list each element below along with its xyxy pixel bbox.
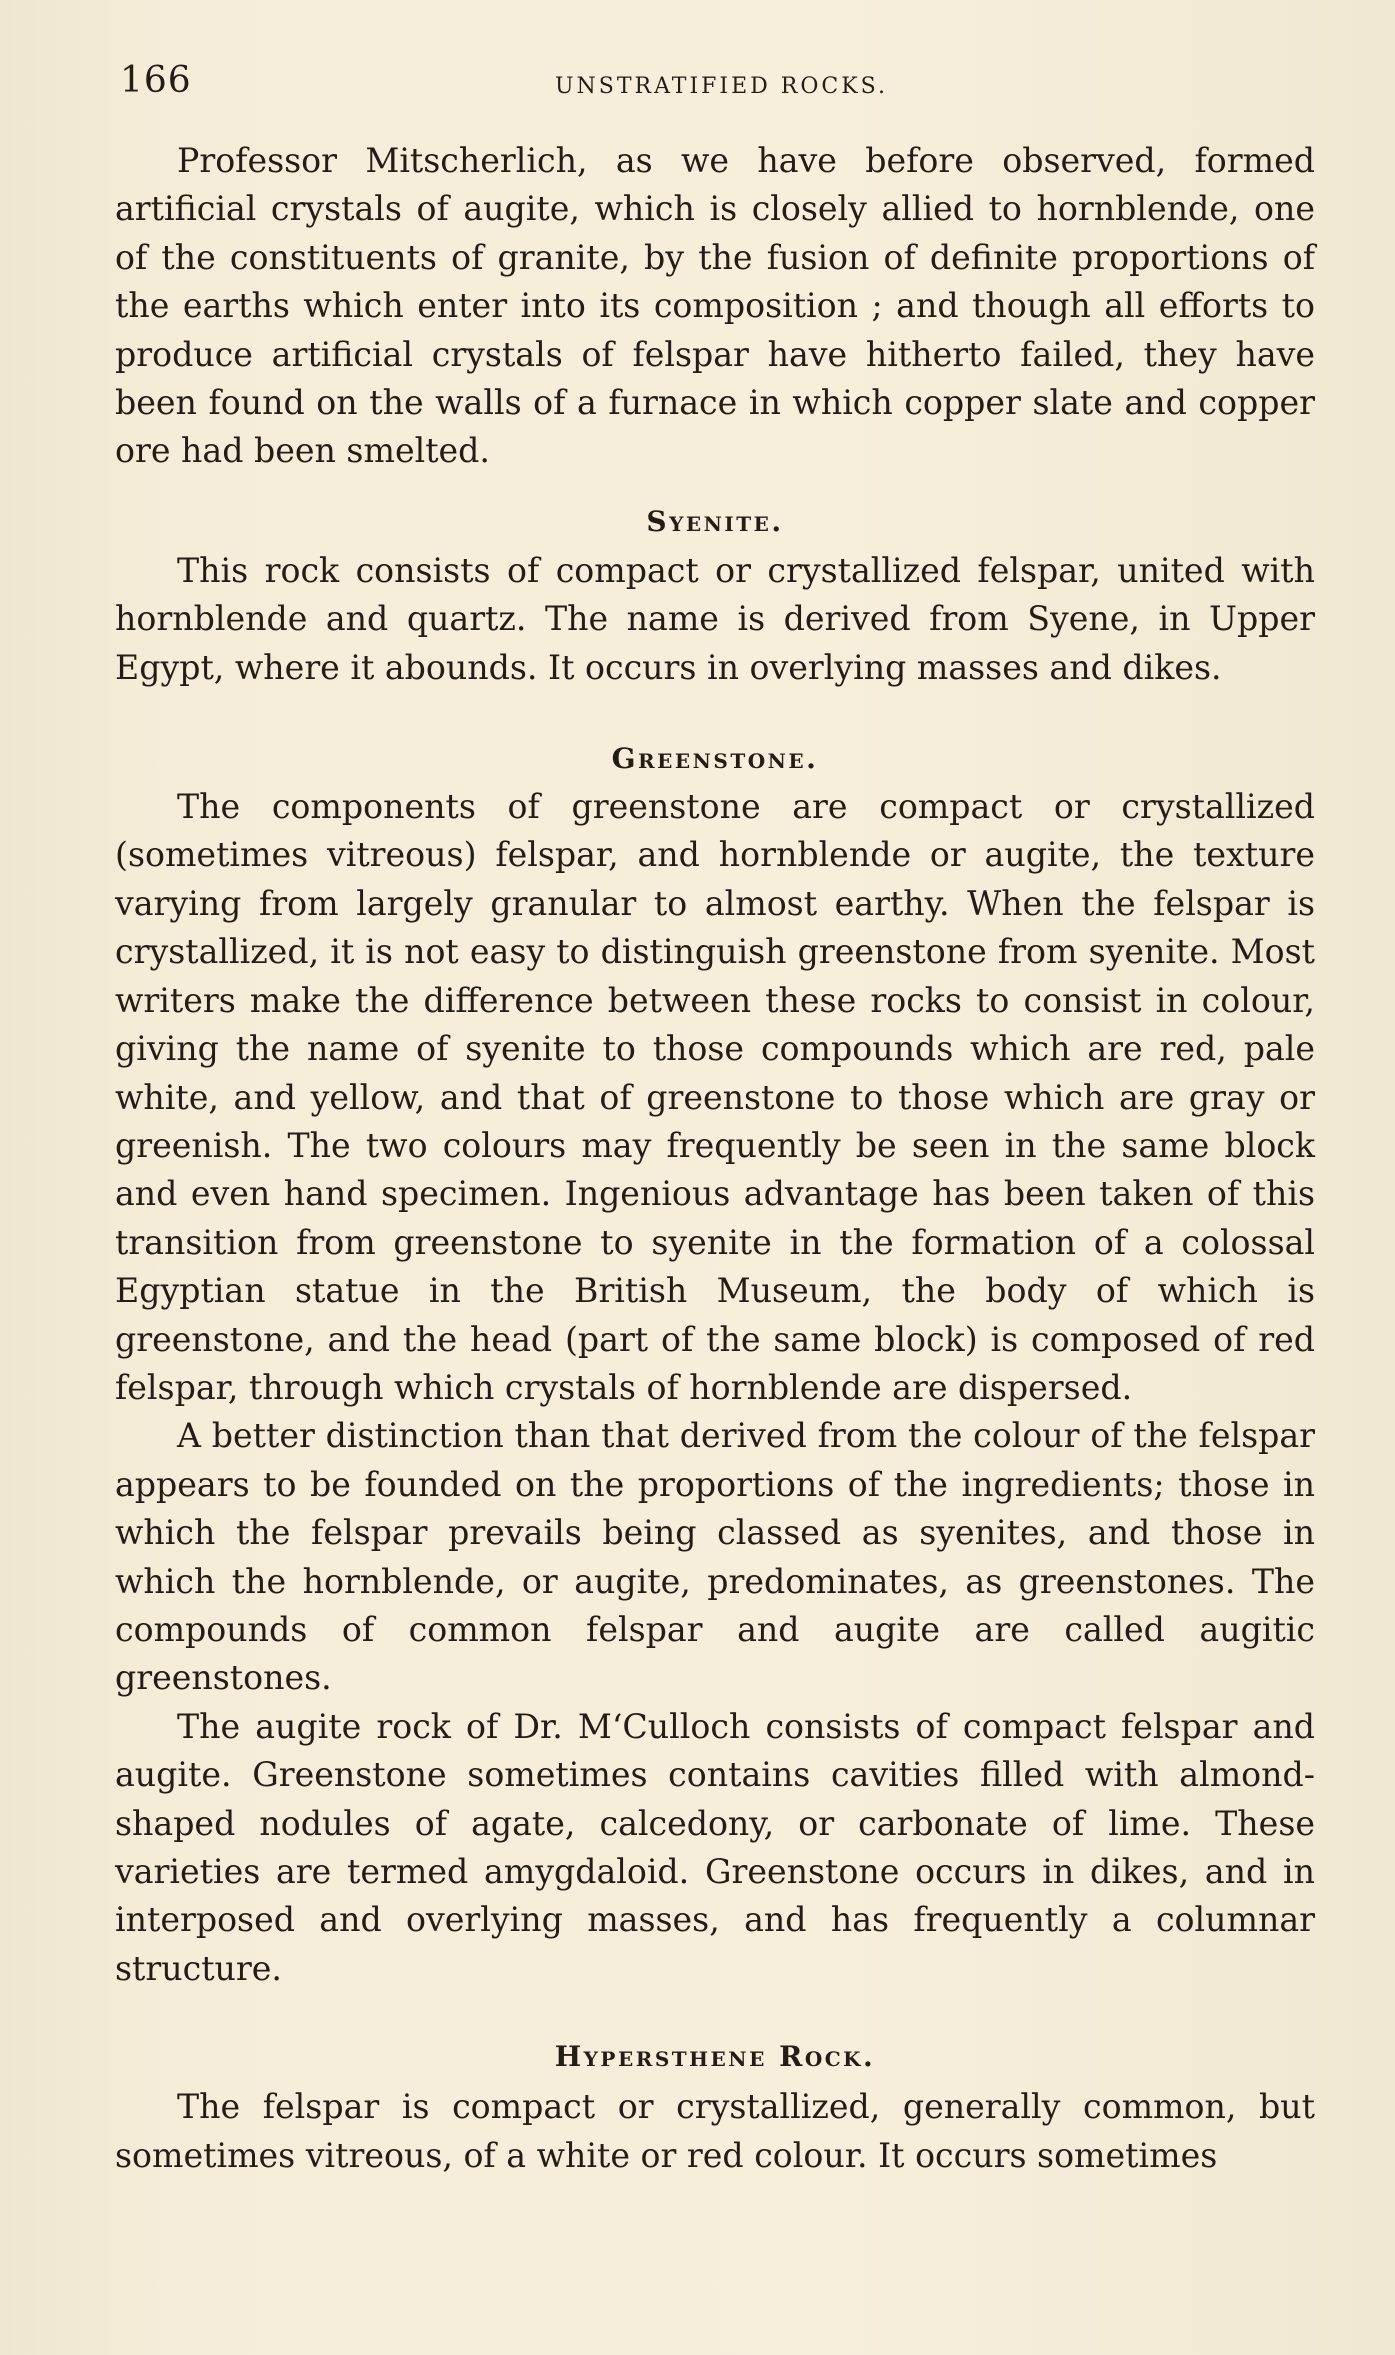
running-title: UNSTRATIFIED ROCKS. [555, 74, 888, 99]
hypersthene-heading: Hypersthene Rock. [554, 2040, 876, 2074]
page-body [115, 137, 1315, 2180]
syenite-heading: Syenite. [646, 504, 784, 538]
greenstone-paragraph-3: The augite rock of Dr. M‘Culloch consists of compact felspar and augite. Greenstone sometimes contains cavities filled with almond-shaped nodules of agate, calcedony, or carbonate of lime. These varieties are termed amygdaloid. Greenstone occurs in dikes, and in interposed and overlying masses, and has frequently a columnar structure. [115, 1706, 1315, 1988]
intro-paragraph: Professor Mitscherlich, as we have before observed, formed artificial crystals of augite, which is closely allied to hornblende, one of the constituents of granite, by the fusion of definite proportions of the earths which enter into its composition ; and though all efforts to produce artificial crystals of felspar have hitherto failed, they have been found on the walls of a furnace in which copper slate and copper ore had been smelted. [115, 141, 1315, 471]
greenstone-paragraph-2: A better distinction than that derived from the colour of the felspar appears to be founded on the proportions of the ingredients; those in which the felspar prevails being classed as syenites, and those in which the hornblende, or augite, predominates, as greenstones. The compounds of common felspar and augite are called augitic greenstones. [115, 1416, 1315, 1698]
page-header [120, 60, 1320, 110]
syenite-paragraph: This rock consists of compact or crystallized felspar, united with hornblende and quartz. The name is derived from Syene, in Upper Egypt, where it abounds. It occurs in overlying masses and dikes. [115, 550, 1315, 687]
greenstone-heading: Greenstone. [611, 742, 819, 776]
page-number: 166 [120, 60, 192, 101]
greenstone-paragraph-1: The components of greenstone are compact or crystallized (sometimes vitreous) felspar, and hornblende or augite, the texture varying from largely granular to almost earthy. When the felspar is crystallized, it is not easy to distinguish greenstone from syenite. Most writers make the difference between these rocks to consist in colour, giving the name of syenite to those compounds which are red, pale white, and yellow, and that of greenstone to those which are gray or greenish. The two colours may frequently be seen in the same block and even hand specimen. Ingenious advantage has been taken of this transition from greenstone to syenite in the formation of a colossal Egyptian statue in the British Museum, the body of which is greenstone, and the head (part of the same block) is composed of red felspar, through which crystals of hornblende are dispersed. [115, 787, 1315, 1407]
hypersthene-paragraph: The felspar is compact or crystallized, generally common, but sometimes vitreous, of a white or red colour. It occurs sometimes [115, 2087, 1315, 2175]
